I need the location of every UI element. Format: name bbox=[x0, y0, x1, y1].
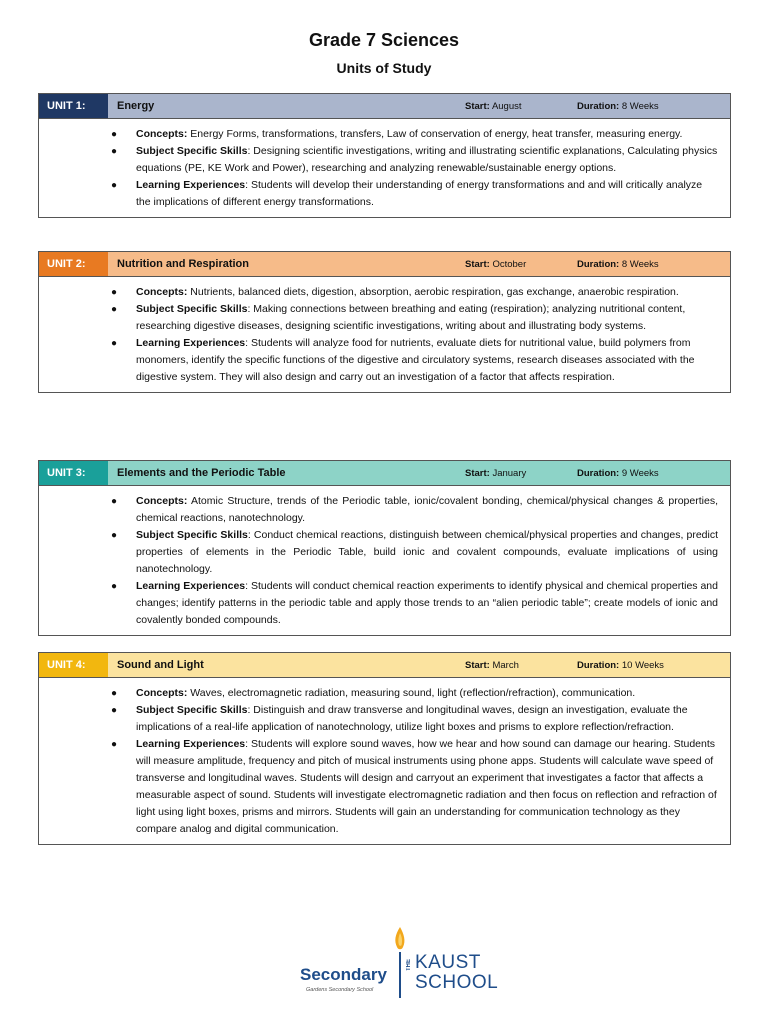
concepts-item: ● Concepts: Nutrients, balanced diets, digestion, absorption, aerobic respiration, gas exchange, anaerobic respiration. bbox=[111, 284, 718, 301]
unit-body bbox=[39, 678, 730, 844]
bullet-icon: ● bbox=[111, 705, 118, 716]
concepts-item: ● Concepts: Energy Forms, transformations, transfers, Law of conservation of energy, heat transfer, measuring energy. bbox=[111, 126, 718, 143]
concepts-item: ● Concepts: Atomic Structure, trends of the Periodic table, ionic/covalent bonding, chemical/physical changes & properties, chemical reactions, nanotechnology. bbox=[111, 495, 718, 524]
unit-header bbox=[39, 94, 730, 119]
skills-item: ● Subject Specific Skills: Distinguish and draw transverse and longitudinal waves, design an investigation, evaluate the implications of a real-life application of nanotechnology, utilize light boxes and prisms to explore reflection/refraction. bbox=[111, 704, 688, 733]
bullet-icon: ● bbox=[111, 180, 118, 191]
unit-body bbox=[39, 119, 730, 217]
page-subtitle: Units of Study bbox=[336, 60, 432, 76]
logo-secondary-text: Secondary bbox=[300, 965, 387, 984]
unit-duration: Duration: 8 Weeks bbox=[577, 258, 659, 270]
concepts-item: ● Concepts: Waves, electromagnetic radiation, measuring sound, light (reflection/refraction), communication. bbox=[111, 685, 718, 702]
logo-the: THE bbox=[406, 959, 412, 971]
unit-label: UNIT 2: bbox=[39, 252, 108, 276]
logo-kaust-text: KAUST bbox=[415, 952, 481, 973]
unit-4-card bbox=[38, 652, 731, 845]
unit-3-card bbox=[38, 460, 731, 636]
bullet-icon: ● bbox=[111, 581, 118, 592]
unit-start: Start: March bbox=[465, 659, 519, 671]
skills-item: ● Subject Specific Skills: Making connections between breathing and eating (respiration); analyzing nutritional content, researching digestive diseases, designing scientific investigations, writing about and illustrating body systems. bbox=[111, 303, 686, 332]
bullet-icon: ● bbox=[111, 146, 118, 157]
unit-duration: Duration: 10 Weeks bbox=[577, 659, 664, 671]
unit-body bbox=[39, 486, 730, 635]
unit-body bbox=[39, 277, 730, 392]
unit-2-card bbox=[38, 251, 731, 393]
skills-item: ● Subject Specific Skills: Designing scientific investigations, writing and illustrating scientific explanations, Calculating physics equations (PE, KE Work and Power), researching and analyzing renewable/sustainable energy options. bbox=[111, 145, 718, 174]
logo-school-text: SCHOOL bbox=[415, 972, 499, 993]
unit-header bbox=[39, 461, 730, 486]
unit-start: Start: October bbox=[465, 258, 527, 270]
unit-start: Start: August bbox=[465, 100, 522, 112]
bullet-icon: ● bbox=[111, 688, 118, 699]
unit-label: UNIT 1: bbox=[39, 94, 108, 118]
page-title: Grade 7 Sciences bbox=[308, 30, 460, 50]
school-logo bbox=[300, 925, 499, 1000]
unit-label: UNIT 4: bbox=[39, 653, 108, 677]
logo-secondary-subtext: Gardens Secondary School bbox=[306, 987, 374, 993]
experiences-item: ● Learning Experiences: Students will develop their understanding of energy transformations and and will critically analyze the implications of different energy transformations. bbox=[111, 179, 703, 208]
unit-duration: Duration: 9 Weeks bbox=[577, 467, 659, 479]
skills-item: ● Subject Specific Skills: Conduct chemical reactions, distinguish between chemical/physical properties and changes, predict properties of elements in the Periodic Table, build ionic and covalent compounds, evaluate implications of using nanotechnology. bbox=[111, 529, 718, 575]
unit-name: Energy bbox=[117, 100, 155, 112]
unit-label: UNIT 3: bbox=[39, 461, 108, 485]
bullet-icon: ● bbox=[111, 530, 118, 541]
unit-1-card bbox=[38, 93, 731, 218]
bullet-icon: ● bbox=[111, 739, 118, 750]
unit-header bbox=[39, 252, 730, 277]
unit-duration: Duration: 8 Weeks bbox=[577, 100, 659, 112]
experiences-item: ● Learning Experiences: Students will explore sound waves, how we hear and how sound can damage our hearing. Students will measure amplitude, frequency and pitch of musical instruments using phone apps. Students will calculate wave speed of transverse and longitudinal waves. Students will design and carryout an experiment that investigates a factor that affects a measurable aspect of sound. Students will investigate electromagnetic radiation and then focus on reflection and refraction of light using light boxes, prisms and mirrors. Students will gain an understanding for communication technology as they compare analog and digital communication. bbox=[111, 738, 717, 835]
unit-header bbox=[39, 653, 730, 678]
bullet-icon: ● bbox=[111, 304, 118, 315]
unit-name: Elements and the Periodic Table bbox=[117, 467, 286, 479]
unit-start: Start: January bbox=[465, 467, 527, 479]
experiences-item: ● Learning Experiences: Students will analyze food for nutrients, evaluate diets for nutritional value, build polymers from monomers, identify the specific functions of the digestive and circulatory systems, research diseases associated with the digestive system. They will also design and carry out an investigation of a factor that affects respiration. bbox=[111, 337, 695, 383]
logo-kaust bbox=[406, 952, 499, 997]
bullet-icon: ● bbox=[111, 496, 118, 507]
experiences-item: ● Learning Experiences: Students will conduct chemical reaction experiments to identify physical and chemical properties and changes; identify patterns in the periodic table and apply those trends to an “alien periodic table”; create models of ionic and covalently bonded compounds. bbox=[111, 580, 718, 626]
bullet-icon: ● bbox=[111, 287, 118, 298]
bullet-icon: ● bbox=[111, 129, 118, 140]
bullet-icon: ● bbox=[111, 338, 118, 349]
unit-name: Sound and Light bbox=[117, 659, 204, 671]
unit-name: Nutrition and Respiration bbox=[117, 258, 249, 270]
